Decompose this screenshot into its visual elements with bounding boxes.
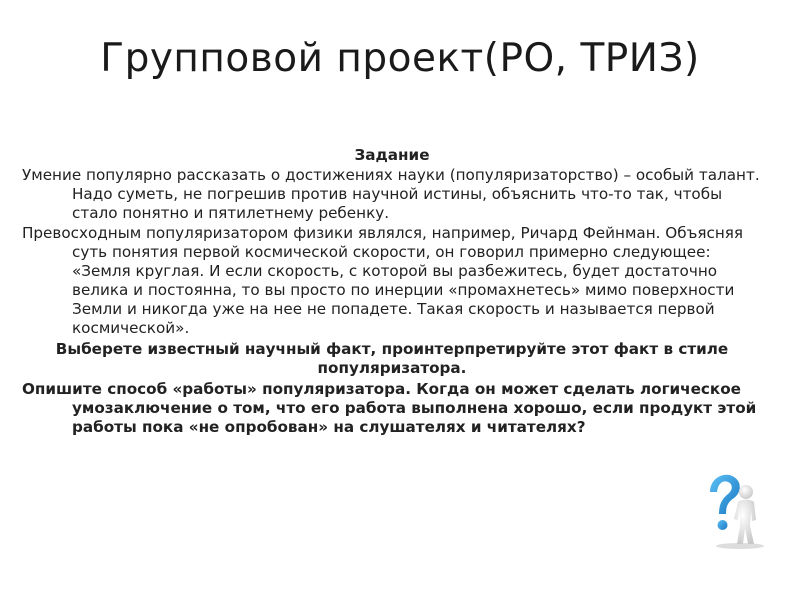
intro-paragraph: Умение популярно рассказать о достижениях науки (популяризаторство) – особый талант. Надо суметь, не погрешив против научной истины, объяснить что-то так, чтобы стало понятно и пятилетнему ребенку. (22, 166, 760, 222)
slide-content (22, 146, 762, 437)
task-two: Опишите способ «работы» популяризатора. Когда он может сделать логическое умозаключение о том, что его работа выполнена хорошо, если продукт этой работы пока «не опробован» на слушателях и читателях? (22, 380, 757, 436)
slide-title: Групповой проект(РО, ТРИЗ) (100, 36, 700, 81)
task-one: Выберете известный научный факт, проинтерпретируйте этот факт в стиле популяризатора. (55, 340, 729, 377)
task-heading: Задание (354, 146, 430, 164)
question-mark-figure-icon (702, 470, 772, 550)
feynman-paragraph: Превосходным популяризатором физики являлся, например, Ричард Фейнман. Объясняя суть понятия первой космической скорости, он говорил примерно следующее: «Земля круглая. И если скорость, с которой вы разбежитесь, будет достаточно велика и постоянна, то вы просто по инерции «промахнетесь» мимо поверхности Земли и никогда уже на нее не попадете. Такая скорость и называется первой космической». (22, 224, 744, 337)
